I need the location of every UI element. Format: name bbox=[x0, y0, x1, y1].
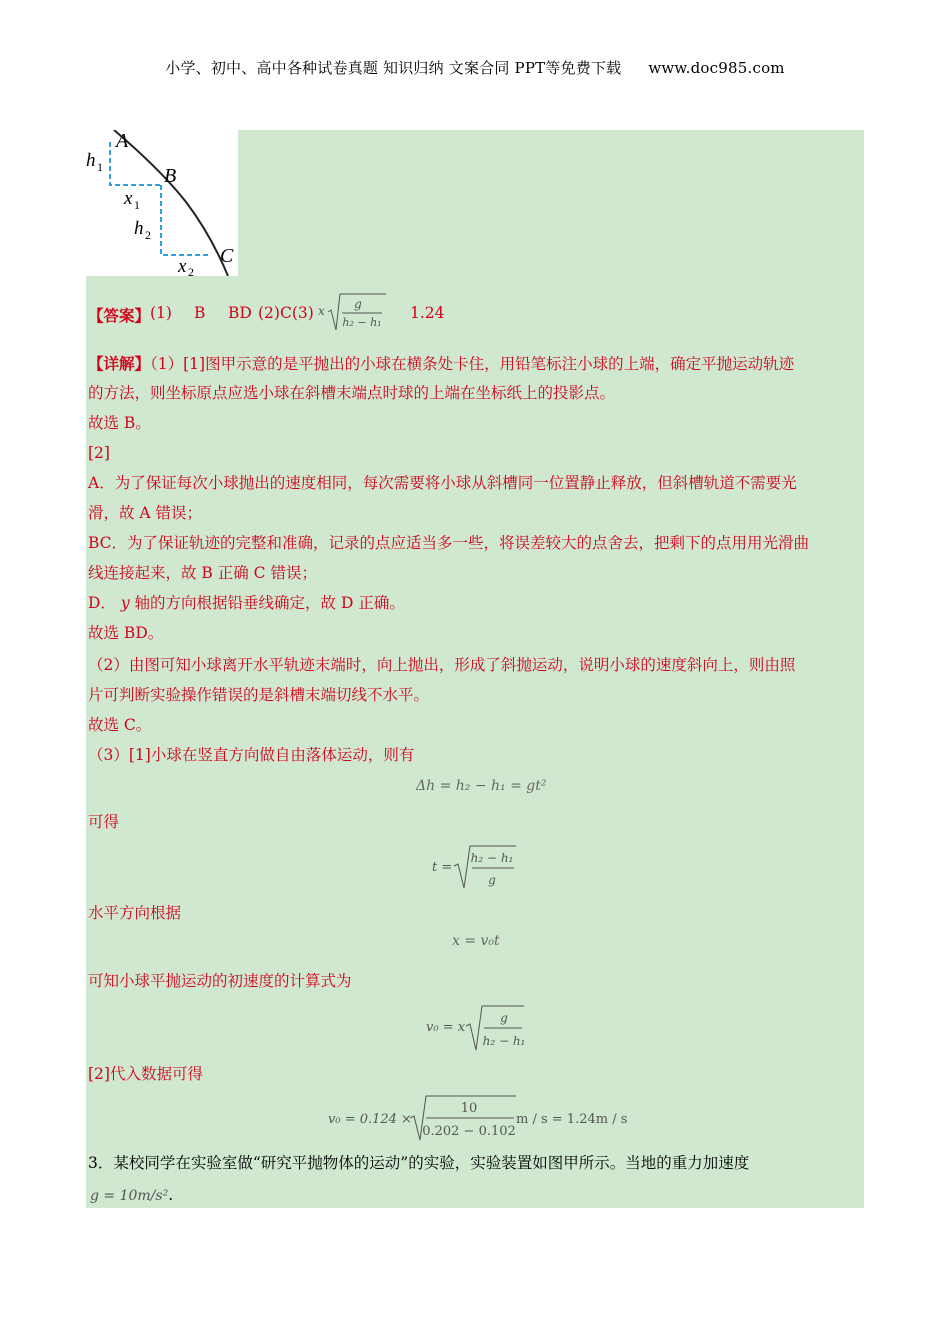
svg-text:t =: t = bbox=[432, 860, 453, 875]
detail-line-12: 片可判断实验操作错误的是斜槽末端切线不水平。 bbox=[88, 686, 430, 704]
answer-1-1: B bbox=[194, 304, 206, 322]
detail-line-3: 故选 B。 bbox=[88, 414, 151, 432]
detail-line-17: 可知小球平抛运动的初速度的计算式为 bbox=[88, 972, 352, 990]
dashed-segment-2 bbox=[161, 185, 208, 255]
detail-line-14: （3）[1]小球在竖直方向做自由落体运动，则有 bbox=[88, 746, 415, 764]
label-B: B bbox=[164, 165, 177, 187]
svg-text:v₀ = x: v₀ = x bbox=[426, 1020, 466, 1035]
question3-line-2: g = 10m/s². bbox=[90, 1186, 174, 1204]
label-h1-sub: 1 bbox=[97, 160, 103, 174]
detail-line-4: [2] bbox=[88, 444, 110, 462]
equation-3: x = v₀t bbox=[452, 933, 500, 949]
question3-line-1: 3．某校同学在实验室做“研究平抛物体的运动”的实验，实验装置如图甲所示。当地的重力加速度 bbox=[88, 1154, 750, 1172]
answer-formula-x: x bbox=[318, 304, 325, 318]
detail-line-11: （2）由图可知小球离开水平轨迹末端时，向上抛出，形成了斜抛运动，说明小球的速度斜向上，则由照 bbox=[88, 656, 796, 674]
svg-text:v₀ = 0.124 ×: v₀ = 0.124 × bbox=[328, 1112, 412, 1127]
svg-text:10: 10 bbox=[460, 1101, 478, 1116]
svg-text:m / s = 1.24m / s: m / s = 1.24m / s bbox=[516, 1112, 628, 1127]
header-url[interactable]: www.doc985.com bbox=[648, 59, 785, 77]
equation-1: Δh = h₂ − h₁ = gt² bbox=[416, 778, 547, 794]
label-h1: h bbox=[86, 150, 96, 171]
detail-line-18: [2]代入数据可得 bbox=[88, 1065, 203, 1083]
detail-line-15: 可得 bbox=[88, 813, 120, 831]
detail-line-8: 线连接起来，故 B 正确 C 错误； bbox=[88, 564, 317, 582]
svg-text:0.202 − 0.102: 0.202 − 0.102 bbox=[422, 1124, 516, 1139]
answer-label: 【答案】 bbox=[88, 306, 151, 325]
detail-line-7: BC．为了保证轨迹的完整和准确，记录的点应适当多一些，将误差较大的点舍去，把剩下的点用用光滑曲 bbox=[88, 534, 810, 552]
detail-line-1: 【详解】（1）[1]图甲示意的是平抛出的小球在横条处卡住，用铅笔标注小球的上端，确定平抛运动轨迹 bbox=[88, 354, 795, 373]
label-h2-sub: 2 bbox=[145, 228, 151, 242]
answer-part2: (2)C(3) bbox=[258, 304, 314, 322]
equation-2 bbox=[430, 840, 530, 892]
equation-4 bbox=[424, 1000, 534, 1054]
answer-formula-num: g bbox=[354, 297, 362, 311]
equation-5 bbox=[326, 1092, 646, 1142]
label-x2: x bbox=[178, 256, 187, 276]
detail-line-5: A．为了保证每次小球抛出的速度相同，每次需要将小球从斜槽同一位置静止释放，但斜槽轨道不需要光 bbox=[88, 474, 797, 492]
detail-line-10: 故选 BD。 bbox=[88, 624, 164, 642]
answer-part1: (1) bbox=[150, 304, 172, 322]
answer-1-2: BD bbox=[228, 304, 252, 322]
svg-text:h₂ − h₁: h₂ − h₁ bbox=[470, 851, 514, 865]
svg-text:g: g bbox=[488, 873, 496, 887]
answer-formula-den: h₂ − h₁ bbox=[342, 316, 382, 329]
detail-label: 【详解】 bbox=[88, 354, 151, 373]
detail-line-2: 的方法，则坐标原点应选小球在斜槽末端点时球的上端在坐标纸上的投影点。 bbox=[88, 384, 616, 402]
trajectory-diagram bbox=[86, 130, 238, 276]
svg-text:h₂ − h₁: h₂ − h₁ bbox=[482, 1034, 526, 1048]
label-A: A bbox=[116, 130, 129, 152]
answer-formula bbox=[316, 288, 388, 336]
trajectory-figure bbox=[86, 130, 238, 276]
label-h2: h bbox=[134, 218, 144, 239]
detail-line-6: 滑，故 A 错误； bbox=[88, 504, 203, 522]
svg-text:g: g bbox=[500, 1011, 508, 1025]
page-header bbox=[0, 57, 950, 78]
header-title: 小学、初中、高中各种试卷真题 知识归纳 文案合同 PPT等免费下载 bbox=[165, 59, 622, 77]
label-C: C bbox=[220, 245, 234, 267]
answer-value: 1.24 bbox=[410, 304, 445, 322]
label-x1: x bbox=[124, 188, 133, 209]
detail-line-13: 故选 C。 bbox=[88, 716, 152, 734]
label-x1-sub: 1 bbox=[134, 198, 140, 212]
detail-line-9: D． y 轴的方向根据铅垂线确定，故 D 正确。 bbox=[88, 594, 405, 612]
detail-line-16: 水平方向根据 bbox=[88, 904, 182, 922]
label-x2-sub: 2 bbox=[188, 265, 194, 276]
